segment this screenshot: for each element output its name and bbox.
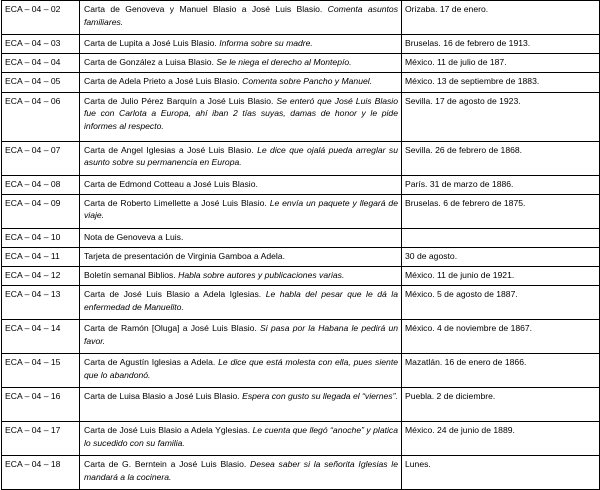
table-row — [2, 1, 600, 35]
table-row — [2, 228, 600, 247]
document-description — [80, 194, 402, 228]
description-summary: Informa sobre su madre. — [219, 38, 313, 48]
description-summary: Habla sobre autores y publicaciones varias. — [178, 270, 345, 281]
reference-code: ECA – 04 – 08 — [2, 175, 80, 194]
description-summary: Comenta sobre Pancho y Manuel. — [242, 76, 373, 87]
description-text: Carta de Adela Prieto a José Luis Blasio. — [84, 76, 243, 87]
table-row — [2, 194, 600, 228]
reference-code: ECA – 04 – 15 — [2, 354, 80, 388]
place-date: Orizaba. 17 de enero. — [402, 1, 600, 35]
document-description — [80, 1, 402, 35]
reference-code: ECA – 04 – 11 — [2, 247, 80, 266]
table-row — [2, 354, 600, 388]
place-date: México. 11 de junio de 1921. — [402, 267, 600, 286]
table-row — [2, 422, 600, 456]
table-row — [2, 286, 600, 320]
reference-code: ECA – 04 – 06 — [2, 92, 80, 141]
description-text: Carta de Agustín Iglesias a Adela. — [84, 357, 219, 368]
document-description — [80, 92, 402, 141]
document-description — [80, 73, 402, 92]
description-text: Carta de G. Berntein a José Luis Blasio. — [84, 459, 250, 470]
description-summary: Espera con gusto su llegada el “viernes”. — [242, 391, 398, 402]
place-date: Puebla. 2 de diciembre. — [402, 388, 600, 422]
description-text: Carta de Luisa Blasio a José Luis Blasio. — [84, 391, 243, 402]
document-description — [80, 456, 402, 490]
document-description — [80, 267, 402, 286]
description-summary: Le dice que está molesta con ella, pues siente que lo abandonó. — [84, 357, 398, 380]
catalog-table — [1, 0, 600, 490]
table-row — [2, 92, 600, 141]
description-text: Carta de González a Luisa Blasio. — [84, 57, 217, 68]
reference-code: ECA – 04 – 14 — [2, 320, 80, 354]
place-date: Bruselas. 6 de febrero de 1875. — [402, 194, 600, 228]
reference-code: ECA – 04 – 03 — [2, 35, 80, 54]
description-text: Carta de Julio Pérez Barquín a José Luis Blasio. — [84, 95, 277, 106]
table-row — [2, 141, 600, 175]
reference-code: ECA – 04 – 16 — [2, 388, 80, 422]
description-summary: Se enteró que José Luis Blasio fue con Carlota a Europa, ahí iban 2 tías suyas, damas de honor y le pide informes al respecto. — [84, 95, 398, 131]
table-row — [2, 320, 600, 354]
table-row — [2, 388, 600, 422]
place-date: Lunes. — [402, 456, 600, 490]
document-description — [80, 175, 402, 194]
reference-code: ECA – 04 – 07 — [2, 141, 80, 175]
description-text: Tarjeta de presentación de Virginia Gamboa a Adela. — [84, 250, 285, 261]
reference-code: ECA – 04 – 10 — [2, 228, 80, 247]
description-text: Boletín semanal Biblios. — [84, 270, 179, 281]
place-date: México. 24 de junio de 1889. — [402, 422, 600, 456]
description-text: Carta de Genoveva y Manuel Blasio a José Luis Blasio. — [84, 4, 328, 14]
table-row — [2, 35, 600, 54]
document-description — [80, 54, 402, 73]
table-row — [2, 267, 600, 286]
place-date: México. 13 de septiembre de 1883. — [402, 73, 600, 92]
description-text: Carta de Lupita a José Luis Blasio. — [84, 38, 220, 48]
place-date: México. 4 de noviembre de 1867. — [402, 320, 600, 354]
description-summary: Le cuenta que llegó “anoche” y platica lo sucedido con su familia. — [84, 425, 398, 448]
place-date: París. 31 de marzo de 1886. — [402, 175, 600, 194]
reference-code: ECA – 04 – 18 — [2, 456, 80, 490]
place-date — [402, 228, 600, 247]
catalog-table-body — [2, 1, 600, 490]
document-description — [80, 141, 402, 175]
description-text: Carta de Edmond Cotteau a José Luis Blasio. — [84, 178, 258, 189]
place-date: Mazatlán. 16 de enero de 1866. — [402, 354, 600, 388]
reference-code: ECA – 04 – 12 — [2, 267, 80, 286]
description-text: Carta de José Luis Blasio a Adela Yglesias. — [84, 425, 253, 436]
document-description — [80, 422, 402, 456]
document-description — [80, 228, 402, 247]
table-row — [2, 73, 600, 92]
reference-code: ECA – 04 – 05 — [2, 73, 80, 92]
description-summary: Le envía un paquete y llegará de viaje. — [84, 197, 398, 221]
description-text: Nota de Genoveva a Luis. — [84, 231, 184, 242]
document-description — [80, 286, 402, 320]
document-description — [80, 247, 402, 266]
description-text: Carta de Roberto Limellette a José Luis Blasio. — [84, 197, 270, 208]
description-summary: Le dice que ojalá pueda arreglar su asunto sobre su permanencia en Europa. — [84, 144, 399, 168]
reference-code: ECA – 04 – 02 — [2, 1, 80, 35]
document-description — [80, 388, 402, 422]
description-summary: Comenta asuntos familiares. — [84, 4, 398, 27]
reference-code: ECA – 04 – 13 — [2, 286, 80, 320]
reference-code: ECA – 04 – 04 — [2, 54, 80, 73]
table-row — [2, 54, 600, 73]
place-date: Sevilla. 17 de agosto de 1923. — [402, 92, 600, 141]
document-description — [80, 320, 402, 354]
description-text: Carta de Ramón [Oluga] a José Luis Blasio. — [84, 323, 261, 334]
table-row — [2, 175, 600, 194]
place-date: 30 de agosto. — [402, 247, 600, 266]
table-row — [2, 247, 600, 266]
description-summary: Le habla del pesar que le dá la enfermedad de Manuelito. — [84, 289, 398, 312]
description-text: Carta de Angel Iglesias a José Luis Blasio. — [84, 144, 258, 155]
description-summary: Se le niega el derecho al Montepío. — [216, 57, 352, 68]
description-text: Carta de José Luis Blasio a Adela Iglesias. — [84, 289, 266, 300]
place-date: México. 11 de julio de 187. — [402, 54, 600, 73]
place-date: Sevilla. 26 de febrero de 1868. — [402, 141, 600, 175]
place-date: México. 5 de agosto de 1887. — [402, 286, 600, 320]
reference-code: ECA – 04 – 17 — [2, 422, 80, 456]
description-summary: Si pasa por la Habana le pedirá un favor. — [84, 323, 399, 346]
table-row — [2, 456, 600, 490]
place-date: Bruselas. 16 de febrero de 1913. — [402, 35, 600, 54]
document-description — [80, 354, 402, 388]
document-description — [80, 35, 402, 54]
description-summary: Desea saber si la señorita Iglesias le mandará a la cocinera. — [84, 459, 398, 482]
reference-code: ECA – 04 – 09 — [2, 194, 80, 228]
